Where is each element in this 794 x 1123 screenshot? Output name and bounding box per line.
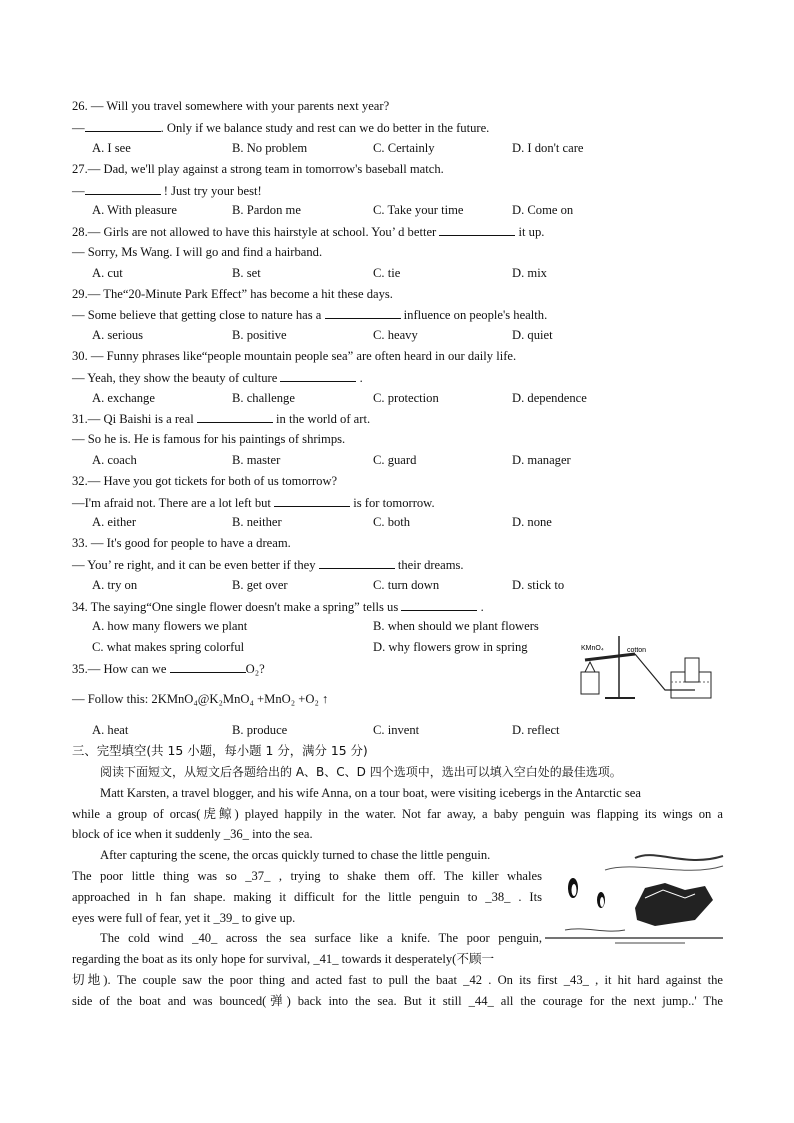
passage-line-7: eyes were full of fear, yet it _39_ to give up.	[72, 911, 296, 925]
answer-blank[interactable]	[439, 223, 515, 236]
q26-option-b[interactable]: B. No problem	[232, 141, 308, 155]
q30-option-d[interactable]: D. dependence	[512, 391, 587, 405]
q33-option-d[interactable]: D. stick to	[512, 578, 565, 592]
passage-line-3: block of ice when it suddenly _36_ into the sea.	[72, 827, 313, 841]
q32-option-d[interactable]: D. none	[512, 515, 552, 529]
q33-option-c[interactable]: C. turn down	[373, 578, 440, 592]
q33-option-b[interactable]: B. get over	[232, 578, 288, 592]
q31-option-b[interactable]: B. master	[232, 453, 281, 467]
answer-blank[interactable]	[85, 182, 161, 195]
q27-question: 27.— Dad, we'll play against a strong team in tomorrow's baseball match.	[72, 162, 444, 176]
q27-option-c[interactable]: C. Take your time	[373, 203, 464, 217]
passage-line-1: Matt Karsten, a travel blogger, and his wife Anna, on a tour boat, were visiting icebergs in the Antarctic sea	[100, 786, 641, 800]
q32-question: 32.— Have you got tickets for both of us tomorrow?	[72, 474, 338, 488]
q30-option-c[interactable]: C. protection	[373, 391, 439, 405]
section-3-title: 三、完型填空(共 15 小题，每小题 1 分，满分 15 分)	[72, 743, 368, 758]
kmno4-label: KMnO₄	[581, 645, 604, 652]
q35-option-a[interactable]: A. heat	[92, 723, 129, 737]
q34-option-d[interactable]: D. why flowers grow in spring	[373, 640, 528, 654]
q35-option-c[interactable]: C. invent	[373, 723, 420, 737]
q26-answer: — . Only if we balance study and rest can we do better in the future.	[72, 121, 490, 135]
section-3-instruction: 阅读下面短文，从短文后各题给出的 A、B、C、D 四个选项中，选出可以填入空白处的最佳选项。	[100, 765, 622, 779]
answer-blank[interactable]	[401, 598, 477, 611]
q26-question: 26. — Will you travel somewhere with your parents next year?	[72, 99, 390, 113]
passage-line-9: regarding the boat as its only hope for survival, _41_ towards it desperately(不顾一	[72, 952, 495, 966]
passage-line-6: approached in h fan shape. making it difficult for the little penguin to _38_ . Its	[72, 890, 542, 904]
q29-option-d[interactable]: D. quiet	[512, 328, 553, 342]
q32-option-a[interactable]: A. either	[92, 515, 137, 529]
q29-option-a[interactable]: A. serious	[92, 328, 144, 342]
q28-option-c[interactable]: C. tie	[373, 266, 401, 280]
penguin-orca-illustration	[545, 848, 725, 948]
q26-option-a[interactable]: A. I see	[92, 141, 131, 155]
q33-answer: — You’ re right, and it can be even better if they their dreams.	[72, 558, 464, 572]
q33-question: 33. — It's good for people to have a dream.	[72, 536, 291, 550]
answer-blank[interactable]	[325, 306, 401, 319]
answer-blank[interactable]	[319, 556, 395, 569]
q31-option-c[interactable]: C. guard	[373, 453, 417, 467]
q31-question: 31.— Qi Baishi is a real in the world of art.	[72, 412, 371, 426]
answer-blank[interactable]	[197, 410, 273, 423]
passage-line-4: After capturing the scene, the orcas quickly turned to chase the little penguin.	[100, 848, 491, 862]
q35-equation: — Follow this: 2KMnO₄@K₂MnO₄ +MnO₂ +O₂ ↑	[72, 692, 329, 706]
lab-apparatus-figure	[575, 632, 715, 704]
answer-blank[interactable]	[280, 369, 356, 382]
q32-option-b[interactable]: B. neither	[232, 515, 282, 529]
q28-option-b[interactable]: B. set	[232, 266, 261, 280]
q27-answer: — ! Just try your best!	[72, 184, 262, 198]
q29-option-b[interactable]: B. positive	[232, 328, 287, 342]
passage-line-10: 切地). The couple saw the poor thing and acted fast to pull the baat _42 . On its first _43_ , it hit hard against the	[72, 973, 723, 987]
q29-option-c[interactable]: C. heavy	[373, 328, 418, 342]
q33-option-a[interactable]: A. try on	[92, 578, 138, 592]
q28-option-d[interactable]: D. mix	[512, 266, 547, 280]
q30-answer: — Yeah, they show the beauty of culture .	[72, 371, 363, 385]
q28-question: 28.— Girls are not allowed to have this hairstyle at school. You’ d better it up.	[72, 225, 545, 239]
passage-line-2: while a group of orcas(虎鲸) played happily in the water. Not far away, a baby penguin was flapping its wings on a	[72, 807, 723, 821]
heat-symbol: @	[197, 692, 210, 706]
passage-line-5: The poor little thing was so _37_ , trying to shake them off. The killer whales	[72, 869, 542, 883]
q31-option-d[interactable]: D. manager	[512, 453, 571, 467]
q31-option-a[interactable]: A. coach	[92, 453, 137, 467]
passage-line-8: The cold wind _40_ across the sea surface like a knife. The poor penguin,	[100, 931, 542, 945]
q34-question: 34. The saying“One single flower doesn't make a spring” tells us .	[72, 600, 484, 614]
q27-option-b[interactable]: B. Pardon me	[232, 203, 301, 217]
q27-option-d[interactable]: D. Come on	[512, 203, 574, 217]
q26-option-d[interactable]: D. I don't care	[512, 141, 584, 155]
q34-option-b[interactable]: B. when should we plant flowers	[373, 619, 539, 633]
q28-answer: — Sorry, Ms Wang. I will go and find a hairband.	[72, 245, 323, 259]
q26-option-c[interactable]: C. Certainly	[373, 141, 435, 155]
q32-answer: —I'm afraid not. There are a lot left but is for tomorrow.	[72, 496, 435, 510]
passage-line-11: side of the boat and was bounced(弹) back into the sea. But it still _44_ all the courage for the next jump..' The	[72, 994, 723, 1008]
q30-question: 30. — Funny phrases like“people mountain people sea” are often heard in our daily life.	[72, 349, 517, 363]
answer-blank[interactable]	[85, 119, 161, 132]
cotton-label: cotton	[627, 647, 647, 654]
q35-option-b[interactable]: B. produce	[232, 723, 288, 737]
q29-answer: — Some believe that getting close to nature has a influence on people's health.	[72, 308, 548, 322]
q35-option-d[interactable]: D. reflect	[512, 723, 560, 737]
q35-question: 35.— How can we O₂?	[72, 662, 265, 676]
q30-option-a[interactable]: A. exchange	[92, 391, 155, 405]
q32-option-c[interactable]: C. both	[373, 515, 411, 529]
q28-option-a[interactable]: A. cut	[92, 266, 123, 280]
q29-question: 29.— The“20-Minute Park Effect” has become a hit these days.	[72, 287, 393, 301]
q27-option-a[interactable]: A. With pleasure	[92, 203, 177, 217]
answer-blank[interactable]	[170, 660, 246, 673]
q34-option-a[interactable]: A. how many flowers we plant	[92, 619, 248, 633]
q30-option-b[interactable]: B. challenge	[232, 391, 295, 405]
q31-answer: — So he is. He is famous for his paintings of shrimps.	[72, 432, 346, 446]
answer-blank[interactable]	[274, 494, 350, 507]
q34-option-c[interactable]: C. what makes spring colorful	[92, 640, 245, 654]
